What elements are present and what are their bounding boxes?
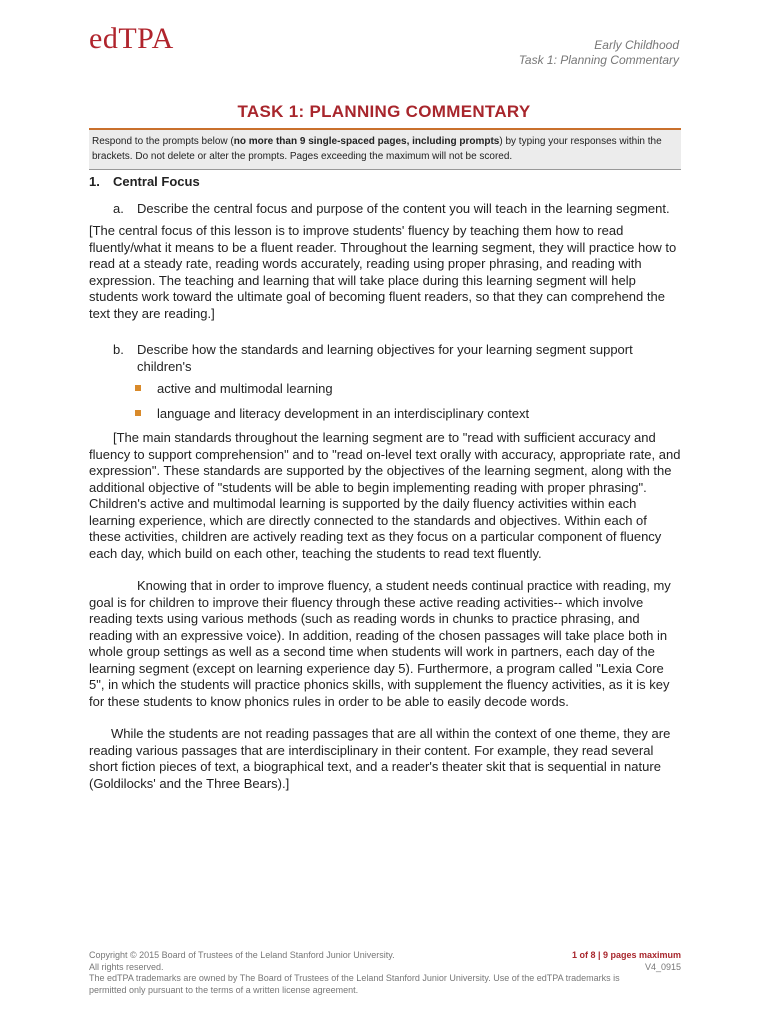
page-footer: [89, 950, 681, 996]
response-a: [The central focus of this lesson is to improve students' fluency by teaching them how to read fluently/what it means to be a fluent reader. Throughout the learning segment, they will practice how to read at a steady rate, reading words accurately, reading using proper phrasing, and reading with expression. The teaching and learning that will take place during this learning segment will help students work toward the ultimate goal of becoming fluent readers, so that they can comprehend the text they are reading.]: [89, 223, 677, 321]
footer-trademark-line-1: The edTPA trademarks are owned by The Board of Trustees of the Leland Stanford Junior University. Use of the edTPA trademarks is: [89, 973, 620, 983]
prompt-b-letter: b.: [113, 342, 124, 357]
prompt-a-text: Describe the central focus and purpose of the content you will teach in the learning segment.: [137, 200, 670, 216]
header-info: [519, 38, 679, 68]
prompt-b-bullets: [135, 381, 681, 422]
response-b-paragraph-1: [The main standards throughout the learning segment are to "read with sufficient accuracy and fluency to support comprehension" and to "read on-level text orally with accuracy, appropriate rate, and expression". These standards are supported by the objectives of the learning segment, along with the additional objective of "students will be able to begin implementing reading with proper phrasing". Children's active and multimodal learning is supported by the daily fluency activities within each learning experience, which are directly connected to the standards and objectives. Within each of these activities, children are actively reading text as they focus on a particular component of fluency each day, which build on each other, teaching the students to read text fluently.: [89, 430, 681, 561]
edtpa-logo: edTPA: [89, 22, 174, 55]
response-b-paragraph-3: While the students are not reading passages that are all within the context of one theme, they are reading various passages that are interdisciplinary in their content. For example, they read several short fiction pieces of text, a biographical text, and a reader's theater skit that is sequential in nature (Goldilocks' and the Three Bears).]: [89, 726, 671, 791]
section-heading: [89, 174, 681, 191]
prompt-b-text: Describe how the standards and learning objectives for your learning segment support children's: [137, 342, 633, 374]
section-number: 1.: [89, 174, 100, 189]
bullet-item: [135, 381, 681, 398]
instructions-box: [89, 128, 681, 170]
section-title: Central Focus: [113, 174, 200, 189]
bullet-item: [135, 406, 681, 423]
prompt-a-letter: a.: [113, 200, 124, 216]
instructions-before: Respond to the prompts below (: [92, 136, 234, 147]
instructions-bold: no more than 9 single-spaced pages, including prompts: [233, 136, 500, 147]
main-content: [89, 174, 681, 808]
footer-version: V4_0915: [644, 961, 681, 972]
instructions-after: ) by typing your responses within the brackets. Do not delete or alter the prompts. Pages exceeding the maximum will not be scored.: [92, 136, 662, 162]
bullet-square-icon: [135, 385, 141, 391]
footer-page-count: 1 of 8 | 9 pages maximum: [571, 950, 681, 960]
header-field: Early Childhood: [594, 38, 679, 52]
page-title: TASK 1: PLANNING COMMENTARY: [237, 102, 531, 121]
bullet-square-icon: [135, 410, 141, 416]
header-task: Task 1: Planning Commentary: [518, 53, 679, 67]
bullet-text: active and multimodal learning: [157, 381, 333, 396]
prompt-b: [113, 342, 681, 375]
bullet-text: language and literacy development in an interdisciplinary context: [157, 405, 530, 421]
footer-copyright: Copyright © 2015 Board of Trustees of the Leland Stanford Junior University.: [89, 950, 395, 960]
footer-rights: All rights reserved.: [89, 961, 164, 972]
response-b-paragraph-2: Knowing that in order to improve fluency, a student needs continual practice with reading, my goal is for children to improve their fluency through these active reading activities-- which involve reading texts using various methods (such as reading words in chunks to practice phrasing, and reading with an expressive voice). In addition, reading of the chosen passages will take place both in whole group settings as well as a second time when students will work in partners, each day of the learning segment (except on learning experience day 5). Furthermore, a program called "Lexia Core 5", in which the students will practice phonics skills, with supplement the fluency activities, as it is key for these students to know phonics rules in order to be able to easily decode words.: [89, 578, 671, 709]
prompt-a: [113, 201, 681, 218]
footer-trademark-line-2: permitted only pursuant to the terms of a written license agreement.: [89, 984, 359, 995]
